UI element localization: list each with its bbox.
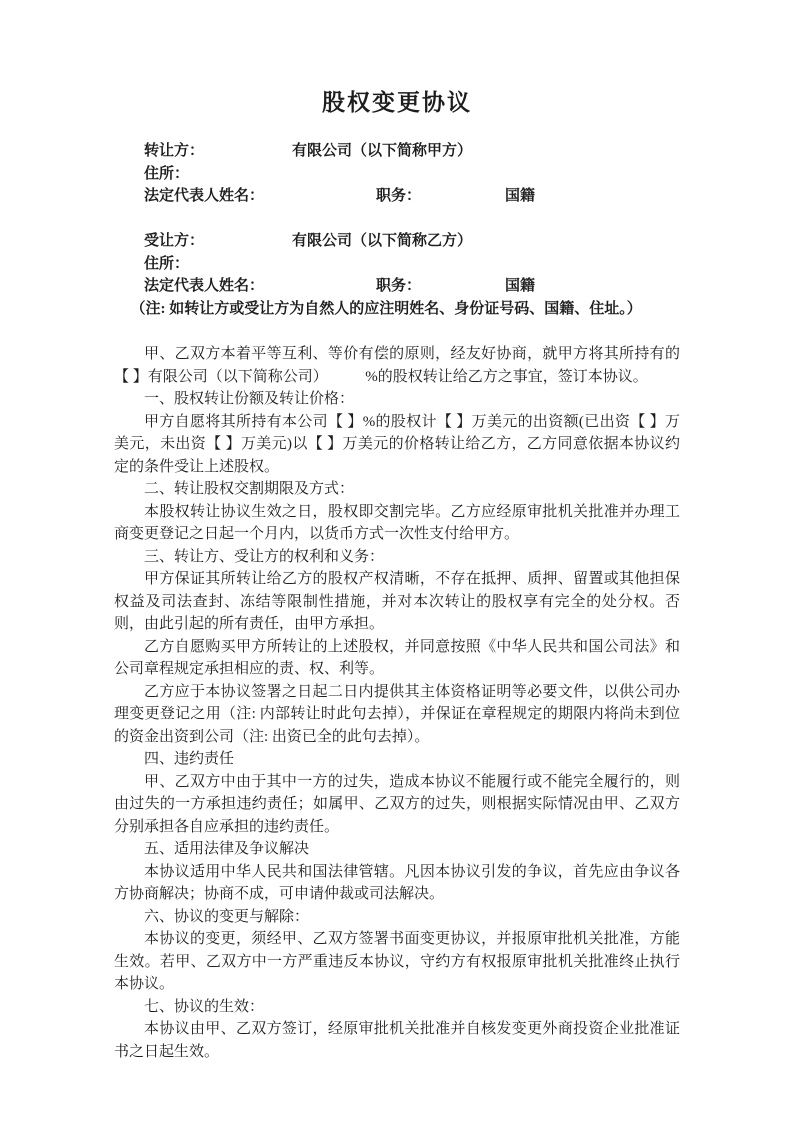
transferor-role-line — [114, 140, 680, 163]
section-heading-2: 二、转让股权交割期限及方式： — [144, 481, 355, 497]
transferee-rep-line — [114, 275, 680, 298]
transferor-nationality-label: 国籍 — [505, 188, 536, 204]
transferor-address-label: 住所： — [144, 165, 190, 182]
section-heading-3: 三、转让方、受让方的权利和义务： — [144, 548, 385, 565]
transferee-company: 有限公司（以下简称乙方） — [292, 233, 473, 249]
transferor-role-label: 转让方： — [144, 143, 205, 159]
transferor-block — [114, 140, 680, 208]
transferee-position-label: 职务： — [376, 278, 422, 294]
section-heading-6: 六、协议的变更与解除： — [144, 908, 310, 925]
transferor-position-label: 职务： — [376, 188, 422, 204]
transferee-block — [114, 230, 680, 298]
section-heading-5: 五、适用法律及争议解决 — [144, 841, 310, 857]
transferor-rep-line — [114, 185, 680, 208]
transferee-rep-label: 法定代表人姓名： — [144, 278, 265, 294]
section-3-paragraph-b: 乙方自愿购买甲方所转让的上述股权，并同意按照《中华人民共和国公司法》和公司章程规定承担相应的责、权、利等。 — [114, 638, 680, 677]
section-7-paragraph: 本协议由甲、乙双方签订，经原审批机关批准并自核发变更外商投资企业批准证书之日起生效。 — [114, 1021, 680, 1060]
transferor-address-line — [114, 163, 680, 186]
transferee-role-label: 受让方： — [144, 233, 205, 249]
transferor-company: 有限公司（以下简称甲方） — [292, 143, 473, 159]
document-title: 股权变更协议 — [322, 90, 472, 115]
section-heading-1: 一、股权转让份额及转让价格： — [144, 391, 355, 407]
section-heading-4: 四、违约责任 — [144, 751, 235, 767]
transferor-rep-label: 法定代表人姓名： — [144, 188, 265, 204]
transferee-role-line — [114, 230, 680, 253]
preamble-paragraph: 甲、乙双方本着平等互利、等价有偿的原则，经友好协商，就甲方将其所持有的【 】有限公司（以下简称公司） %的股权转让给乙方之事宜，签订本协议。 — [114, 346, 680, 385]
natural-person-note: （注: 如转让方或受让方为自然人的应注明姓名、身份证号码、国籍、住址。） — [130, 300, 642, 317]
section-1-paragraph: 甲方自愿将其所持有本公司【 】%的股权计【 】万美元的出资额(已出资【 】万美元，未出资【 】万美元)以【 】万美元的价格转让给乙方，乙方同意依据本协议约定的条件受让上述股权。 — [114, 413, 680, 475]
section-3-paragraph-a: 甲方保证其所转让给乙方的股权产权清晰，不存在抵押、质押、留置或其他担保权益及司法查封、冻结等限制性措施，并对本次转让的股权享有完全的处分权。否则，由此引起的所有责任，由甲方承担。 — [114, 571, 680, 632]
section-5-paragraph: 本协议适用中华人民共和国法律管辖。凡因本协议引发的争议，首先应由争议各方协商解决；协商不成，可申请仲裁或司法解决。 — [114, 863, 680, 902]
transferee-address-line — [114, 253, 680, 276]
section-2-paragraph: 本股权转让协议生效之日，股权即交割完毕。乙方应经原审批机关批准并办理工商变更登记之日起一个月内，以货币方式一次性支付给甲方。 — [114, 503, 680, 542]
transferee-nationality-label: 国籍 — [505, 278, 536, 294]
section-heading-7: 七、协议的生效： — [144, 998, 265, 1015]
transferee-address-label: 住所： — [144, 255, 190, 272]
agreement-body — [114, 343, 680, 1063]
section-6-paragraph: 本协议的变更，须经甲、乙双方签署书面变更协议，并报原审批机关批准，方能生效。若甲、乙双方中一方严重违反本协议，守约方有权报原审批机关批准终止执行本协议。 — [114, 931, 680, 992]
section-3-paragraph-c: 乙方应于本协议签署之日起二日内提供其主体资格证明等必要文件，以供公司办理变更登记之用（注: 内部转让时此句去掉），并保证在章程规定的期限内将尚未到位的资金出资到公司（注: 出资已全的此句去掉）。 — [114, 683, 680, 745]
section-4-paragraph: 甲、乙双方中由于其中一方的过失，造成本协议不能履行或不能完全履行的，则由过失的一方承担违约责任；如属甲、乙双方的过失，则根据实际情况由甲、乙双方分别承担各自应承担的违约责任。 — [114, 773, 680, 835]
